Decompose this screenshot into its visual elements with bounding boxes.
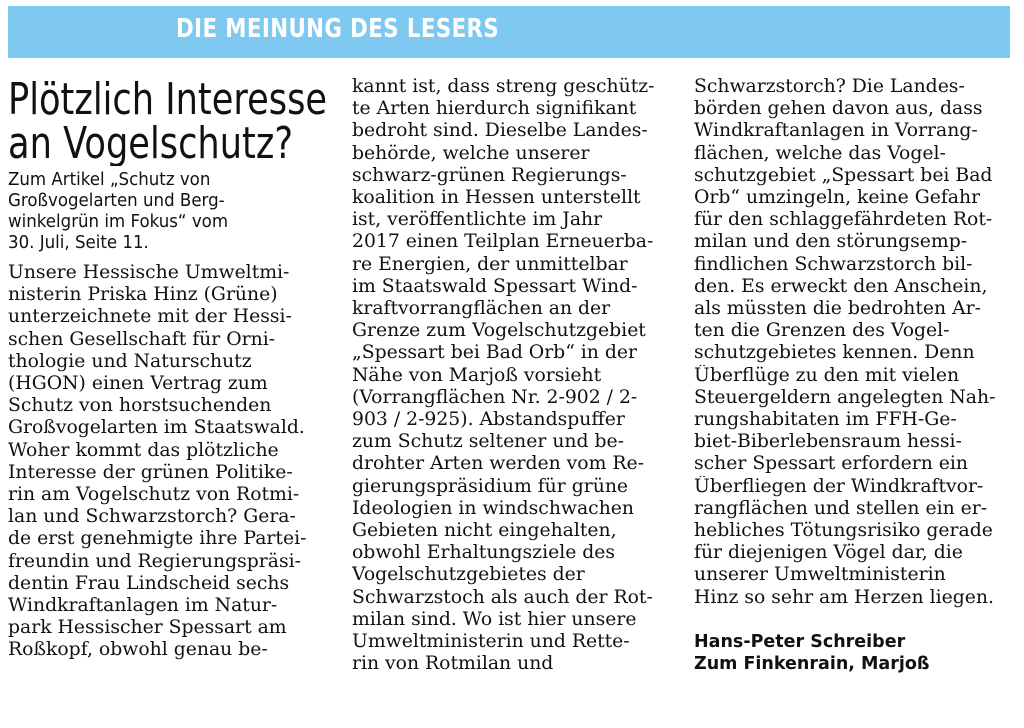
body-line: nisterin Priska Hinz (Grüne): [8, 284, 278, 306]
body-line: ten die Grenzen des Vogel-: [694, 320, 950, 342]
body-line: de erst genehmigte ihre Partei-: [8, 528, 307, 550]
body-line: Überflüge zu den mit vielen: [694, 364, 960, 386]
body-line: schen Gesellschaft für Orni-: [8, 328, 276, 350]
body-line: Interesse der grünen Politike-: [8, 461, 293, 483]
body-line: flächen, welche das Vogel-: [694, 142, 946, 164]
body-line: Grenze zum Vogelschutzgebiet: [352, 320, 646, 342]
body-line: 2017 einen Teilplan Erneuerba-: [352, 231, 654, 253]
body-line: für diejenigen Vögel dar, die: [694, 542, 963, 564]
body-line: für den schlaggefährdeten Rot-: [694, 209, 993, 231]
article-reference: [8, 170, 312, 254]
body-line: Hinz so sehr am Herzen liegen.: [694, 586, 994, 608]
body-line: im Staatswald Spessart Wind-: [352, 275, 638, 297]
body-line: (HGON) einen Vertrag zum: [8, 373, 268, 395]
column-1: [8, 76, 328, 728]
body-line: 903 / 2-925). Abstandspuffer: [352, 409, 625, 431]
headline: [8, 78, 328, 166]
body-line: bedroht sind. Dieselbe Landes-: [352, 120, 648, 142]
body-line: park Hessischer Spessart am: [8, 617, 287, 639]
body-line: Windkraftanlagen im Natur-: [8, 595, 278, 617]
body-line: unterzeichnete mit der Hessi-: [8, 306, 292, 328]
author-name: Hans-Peter Schreiber: [694, 631, 906, 652]
body-line: kannt ist, dass streng geschütz-: [352, 76, 655, 97]
body-line: Orb“ umzingeln, keine Gefahr: [694, 187, 981, 209]
body-line: schwarz-grünen Regierungs-: [352, 164, 627, 186]
body-line: koalition in Hessen unterstellt: [352, 187, 641, 209]
body-line: (Vorrangflächen Nr. 2-902 / 2-: [352, 386, 638, 408]
body-line: Ideologien in windschwachen: [352, 497, 635, 519]
body-line: scher Spessart erfordern ein: [694, 453, 969, 475]
body-line: unserer Umweltministerin: [694, 564, 946, 586]
body-line: Schwarzstoch als auch der Rot-: [352, 586, 653, 608]
body-line: zum Schutz seltener und be-: [352, 431, 625, 453]
body-line: Großvogelarten im Staatswald.: [8, 417, 305, 439]
author-signature: [694, 631, 1016, 675]
body-line: den. Es erweckt den Anschein,: [694, 275, 988, 297]
headline-line: Plötzlich Interesse: [8, 78, 328, 122]
body-line: biet-Biberlebensraum hessi-: [694, 431, 962, 453]
author-address: Zum Finkenrain, Marjoß: [694, 653, 930, 674]
body-line: Umweltministerin und Rette-: [352, 631, 630, 653]
body-line: Nähe von Marjoß vorsieht: [352, 364, 602, 386]
body-line: thologie und Naturschutz: [8, 350, 252, 372]
body-line: schutzgebietes kennen. Denn: [694, 342, 975, 364]
body-line: kraftvorrangflächen an der: [352, 298, 611, 320]
subhead-line: winkelgrün im Fokus“ vom: [8, 212, 229, 232]
body-line: Steuergeldern angelegten Nah-: [694, 386, 996, 408]
body-line: rin am Vogelschutz von Rotmi-: [8, 484, 300, 506]
body-line: hebliches Tötungsrisiko gerade: [694, 520, 993, 542]
body-line: rin von Rotmilan und: [352, 653, 554, 675]
body-line: obwohl Erhaltungsziele des: [352, 542, 616, 564]
body-line: Woher kommt das plötzliche: [8, 439, 279, 461]
body-line: milan und den störungsemp-: [694, 231, 968, 253]
headline-line: an Vogelschutz?: [8, 122, 294, 166]
body-line: börden gehen davon aus, dass: [694, 98, 983, 120]
section-title: DIE MEINUNG DES LESERS: [176, 14, 500, 44]
body-line: Schutz von horstsuchenden: [8, 395, 272, 417]
column-3: [694, 76, 1016, 728]
body-line: rungshabitaten im FFH-Ge-: [694, 409, 957, 431]
body-line: dentin Frau Lindscheid sechs: [8, 572, 290, 594]
body-line: milan sind. Wo ist hier unsere: [352, 608, 637, 630]
body-line: lan und Schwarzstorch? Gera-: [8, 506, 296, 528]
body-text-column-3: [694, 76, 1016, 609]
body-line: schutzgebiet „Spessart bei Bad: [694, 164, 993, 186]
body-line: Windkraftanlagen in Vorrang-: [694, 120, 978, 142]
body-line: ist, veröffentlichte im Jahr: [352, 209, 603, 231]
body-line: Vogelschutzgebietes der: [352, 564, 585, 586]
body-line: behörde, welche unserer: [352, 142, 590, 164]
body-line: re Energien, der unmittelbar: [352, 253, 628, 275]
body-line: Gebieten nicht eingehalten,: [352, 520, 617, 542]
body-line: Unsere Hessische Umweltmi-: [8, 262, 290, 283]
body-text-column-2: [352, 76, 674, 728]
body-line: te Arten hierdurch signifikant: [352, 98, 637, 120]
section-banner: [8, 6, 1010, 58]
body-line: Schwarzstorch? Die Landes-: [694, 76, 965, 97]
subhead-line: 30. Juli, Seite 11.: [8, 233, 149, 253]
body-line: Überfliegen der Windkraftvor-: [694, 475, 984, 497]
body-line: Roßkopf, obwohl genau be-: [8, 639, 268, 661]
body-line: gierungspräsidium für grüne: [352, 475, 629, 497]
body-line: als müssten die bedrohten Ar-: [694, 298, 981, 320]
subhead-line: Zum Artikel „Schutz von: [8, 170, 211, 190]
body-line: drohter Arten werden vom Re-: [352, 453, 644, 475]
body-line: „Spessart bei Bad Orb“ in der: [352, 342, 637, 364]
body-text-column-1: [8, 262, 328, 662]
body-line: rangflächen und stellen ein er-: [694, 497, 988, 519]
body-line: freundin und Regierungspräsi-: [8, 550, 301, 572]
body-line: findlichen Schwarzstorch bil-: [694, 253, 973, 275]
subhead-line: Großvogelarten und Berg-: [8, 191, 225, 211]
